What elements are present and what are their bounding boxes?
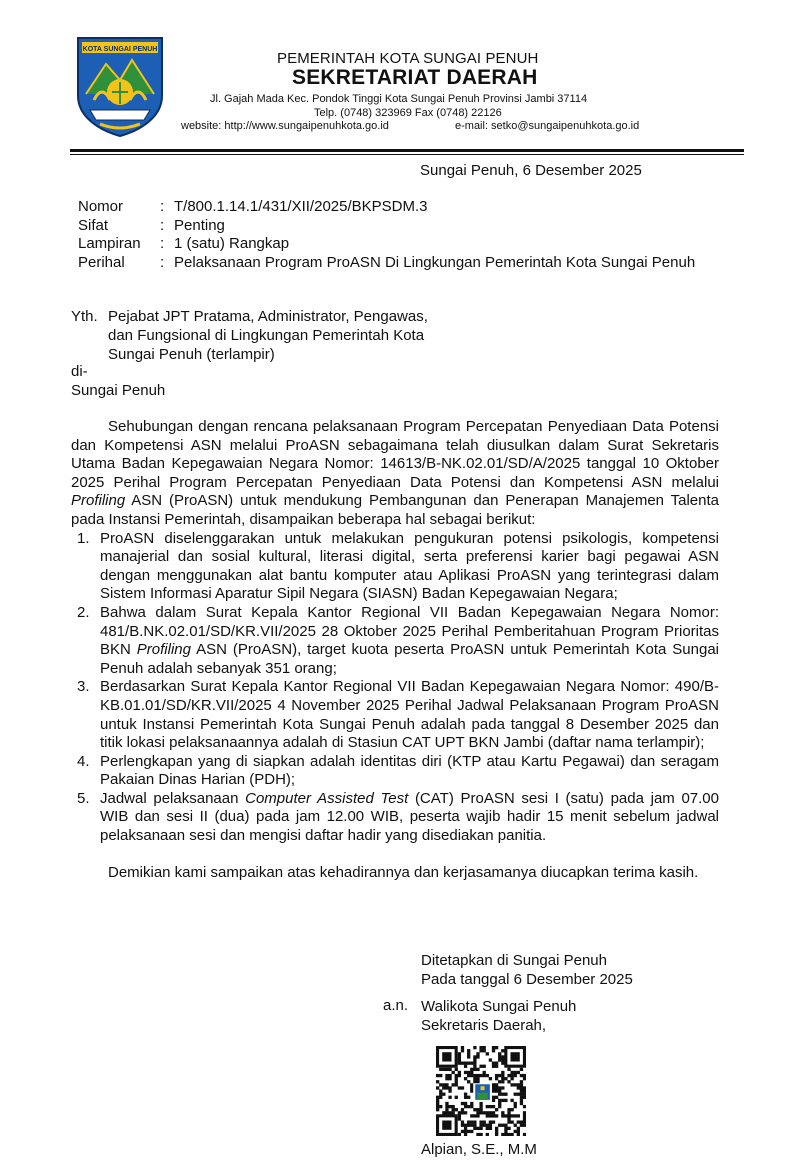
meta-colon: : (160, 198, 165, 215)
list-text: ProASN diselenggarakan untuk melakukan pengukuran potensi psikologis, kompetensi manajerial dan sosial kultural, literasi digital, serta preferensi karier bagi pegawai ASN dengan menggunakan alat bantu komputer atau Aplikasi ProASN yang terintegrasi dalam Sistem Informasi Aparatur Sipil Negara (SIASN) Badan Kepegawaian Negara; (100, 529, 719, 603)
list-number: 3. (77, 678, 90, 696)
signature-set-at: Ditetapkan di Sungai Penuh (421, 952, 607, 969)
list-item (71, 790, 719, 846)
intro-text: Sehubungan dengan rencana pelaksanaan Program Percepatan Penyediaan Data Potensi dan Kompetensi ASN melalui ProASN sebagaimana telah diusulkan dalam Surat Sekretaris Utama Badan Kepegawaian Negara Nomor: 14613/B-NK.02.01/SD/A/2025 tanggal 10 Oktober 2025 Perihal Program Percepatan Penyediaan Data Potensi dan Kompetensi ASN melalui (71, 418, 719, 491)
signature-place-date (421, 951, 633, 989)
meta-row-number (78, 198, 718, 217)
list-text: Jadwal pelaksanaan (100, 789, 246, 807)
meta-row-attachment (78, 235, 718, 254)
meta-value: Penting (174, 216, 225, 234)
recipient-lines (108, 307, 508, 364)
list-item (71, 753, 719, 790)
intro-italic: Profiling (71, 492, 126, 510)
office-address: Jl. Gajah Mada Kec. Pondok Tinggi Kota Sungai Penuh Provinsi Jambi 37114 (210, 93, 588, 105)
signature-mayor: Walikota Sungai Penuh (421, 998, 577, 1015)
signer-name: Alpian, S.E., M.M (421, 1141, 537, 1158)
signature-office (421, 997, 576, 1035)
signature-title: Sekretaris Daerah, (421, 1017, 547, 1034)
qr-code-icon (436, 1046, 526, 1136)
list-number: 5. (77, 789, 90, 807)
meta-row-subject (78, 254, 718, 273)
meta-row-nature (78, 217, 718, 236)
list-italic: Profiling (136, 641, 191, 659)
meta-label: Lampiran (78, 235, 141, 252)
list-item (71, 604, 719, 678)
recipient-line: Pejabat JPT Pratama, Administrator, Pengawas, (108, 308, 428, 325)
meta-value: Pelaksanaan Program ProASN Di Lingkungan Pemerintah Kota Sungai Penuh (174, 253, 696, 271)
letter-date: Sungai Penuh, 6 Desember 2025 (420, 162, 642, 179)
letter-body (71, 418, 719, 882)
recipient-prefix: Yth. (71, 308, 98, 325)
list-number: 2. (77, 603, 90, 621)
signature-an: a.n. (383, 997, 409, 1014)
intro-text: ASN (ProASN) untuk mendukung Pembangunan dan Penerapan Manajemen Talenta pada Instansi Pemerintah, disampaikan beberapa hal sebagai berikut: (71, 492, 719, 528)
meta-colon: : (160, 253, 165, 271)
meta-label: Nomor (78, 198, 124, 215)
list-number: 4. (77, 752, 90, 770)
meta-colon: : (160, 216, 165, 234)
office-phone: Telp. (0748) 323969 Fax (0748) 22126 (314, 107, 502, 119)
list-item (71, 530, 719, 604)
signature-set-date: Pada tanggal 6 Desember 2025 (421, 971, 633, 988)
city-logo (72, 34, 168, 138)
list-text: Perlengkapan yang di siapkan adalah identitas diri (KTP atau Kartu Pegawai) dan seragam Pakaian Dinas Harian (PDH); (100, 752, 719, 789)
meta-label: Sifat (78, 216, 109, 234)
list-text: (CAT) ProASN sesi I (satu) pada jam 07.00 WIB dan sesi II (dua) pada jam 12.00 WIB, peserta wajib hadir 15 menit sebelum jadwal pelaksanaan sesi dan mengisi daftar hadir yang disediakan panitia. (100, 789, 719, 845)
list-text: Bahwa dalam Surat Kepala Kantor Regional VII Badan Kepegawaian Negara Nomor: 481/B.NK.02.01/SD/KR.VII/2025 28 Oktober 2025 Perihal Pemberitahuan Program Prioritas BKN (100, 603, 719, 659)
recipient-di: di- (71, 363, 88, 380)
letterhead-rule-thin (70, 154, 744, 155)
letter-meta (78, 198, 718, 272)
recipient-line: Sungai Penuh (terlampir) (108, 346, 275, 363)
list-text: ASN (ProASN), target kuota peserta ProASN untuk Pemerintah Kota Sungai Penuh adalah sebanyak 351 orang; (100, 641, 720, 677)
list-text: Berdasarkan Surat Kepala Kantor Regional VII Badan Kepegawaian Negara Nomor: 490/B-KB.01.01/SD/KR.VII/2025 4 November 2025 Perihal Jadwal Pelaksanaan Program ProASN untuk Instansi Pemerintah Kota Sungai Penuh adalah pada tanggal 8 Desember 2025 dan titik lokasi pelaksanaannya adalah di Stasiun CAT UPT BKN Jambi (daftar nama terlampir); (100, 678, 719, 752)
meta-value: T/800.1.14.1/431/XII/2025/BKPSDM.3 (174, 198, 428, 215)
recipient-place: Sungai Penuh (71, 382, 166, 399)
meta-label: Perihal (78, 253, 125, 271)
government-name: PEMERINTAH KOTA SUNGAI PENUH (277, 50, 539, 67)
list-item (71, 678, 719, 752)
list-italic: Computer Assisted Test (245, 789, 409, 807)
list-number: 1. (77, 529, 90, 547)
office-website[interactable]: website: http://www.sungaipenuhkota.go.id (181, 120, 389, 132)
closing-paragraph: Demikian kami sampaikan atas kehadirannya dan kerjasamanya diucapkan terima kasih. (108, 863, 699, 881)
intro-paragraph (71, 418, 719, 530)
logo-lettering: KOTA SUNGAI PENUH (82, 46, 158, 53)
points-list (71, 530, 719, 846)
office-title: SEKRETARIAT DAERAH (292, 66, 538, 89)
letterhead-rule-thick (70, 149, 744, 152)
meta-colon: : (160, 235, 165, 252)
recipient-line: dan Fungsional di Lingkungan Pemerintah Kota (108, 327, 425, 344)
meta-value: 1 (satu) Rangkap (174, 235, 290, 252)
office-email[interactable]: e-mail: setko@sungaipenuhkota.go.id (455, 120, 640, 132)
